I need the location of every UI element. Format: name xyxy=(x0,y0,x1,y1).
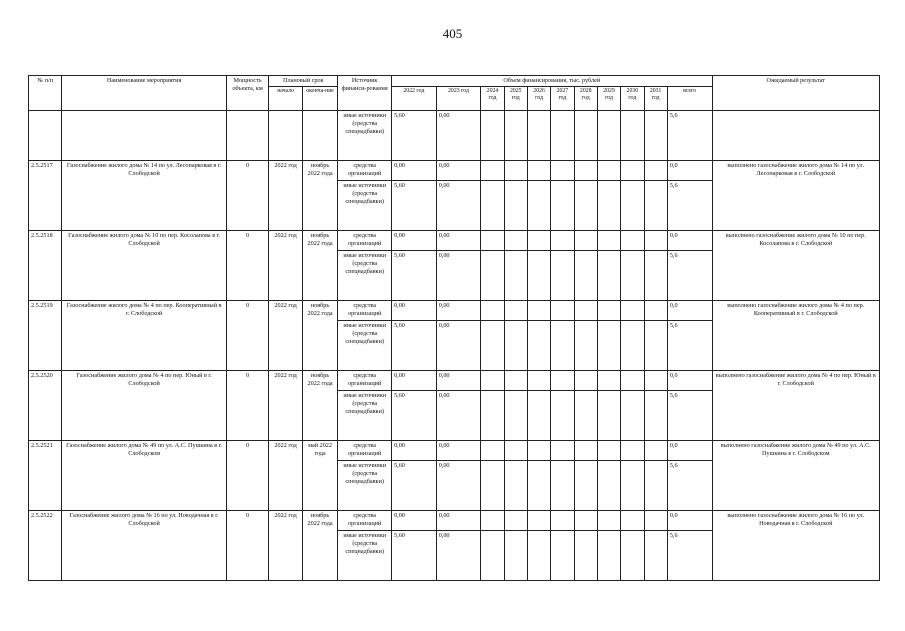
value-2022: 5,60 xyxy=(392,321,437,371)
value-2022: 0,00 xyxy=(392,301,437,321)
row-capacity: 0 xyxy=(226,231,269,301)
value-2022: 0,00 xyxy=(392,511,437,531)
header-name: Наименование мероприятия xyxy=(62,76,226,111)
page-number: 405 xyxy=(442,26,463,41)
source-cell: иные источники (средства спецнадбавки) xyxy=(338,321,392,371)
value-2022: 0,00 xyxy=(392,371,437,391)
value-2022: 5,60 xyxy=(392,391,437,441)
header-2027: 2027 год xyxy=(551,87,574,111)
value-2022: 5,60 xyxy=(392,251,437,301)
value-total: 0,0 xyxy=(667,161,712,181)
row-name: Газоснабжение жилого дома № 4 по пер. Кооперативный в г. Слободской xyxy=(62,301,226,371)
row-capacity: 0 xyxy=(226,371,269,441)
source-cell: иные источники (средства спецнадбавки) xyxy=(338,251,392,301)
header-2024: 2024 год xyxy=(481,87,504,111)
source-cell: средства организаций xyxy=(338,371,392,391)
value-total: 0,0 xyxy=(667,511,712,531)
header-plan-term: Плановый срок xyxy=(269,76,338,87)
row-name: Газоснабжение жилого дома № 4 по пер. Юный в г. Слободской xyxy=(62,371,226,441)
value-2023: 0,00 xyxy=(436,231,481,251)
row-code: 2.5.2522 xyxy=(29,511,62,581)
row-start: 2022 год xyxy=(269,371,302,441)
row-end: ноябрь 2022 года xyxy=(302,161,337,231)
row-code: 2.5.2517 xyxy=(29,161,62,231)
row-code: 2.5.2521 xyxy=(29,441,62,511)
row-end: май 2022 года xyxy=(302,441,337,511)
source-cell: средства организаций xyxy=(338,231,392,251)
row-start: 2022 год xyxy=(269,441,302,511)
table-row xyxy=(29,301,880,321)
row-start: 2022 год xyxy=(269,161,302,231)
row-result: выполнено газоснабжение жилого дома № 4 по пер. Кооперативный в г. Слободской xyxy=(712,301,879,371)
value-total: 5,6 xyxy=(667,391,712,441)
row-end: ноябрь 2022 года xyxy=(302,231,337,301)
header-2031: 2031 год xyxy=(644,87,667,111)
header-2023: 2023 год xyxy=(436,87,481,111)
value-total: 5,6 xyxy=(667,181,712,231)
row-end: ноябрь 2022 года xyxy=(302,301,337,371)
header-start: начало xyxy=(269,87,302,111)
row-end: ноябрь 2022 года xyxy=(302,371,337,441)
row-result: выполнено газоснабжение жилого дома № 4 по пер. Юный в г. Слободской xyxy=(712,371,879,441)
value-2023: 0,00 xyxy=(436,301,481,321)
row-result: выполнено газоснабжение жилого дома № 10 по пер. Косолапова в г. Слободской xyxy=(712,231,879,301)
value-2023: 0,00 xyxy=(436,161,481,181)
row-name: Газоснабжение жилого дома № 16 по ул. Новодачная в г. Слободской xyxy=(62,511,226,581)
header-num: № п/п xyxy=(29,76,62,111)
value-total: 5,6 xyxy=(667,321,712,371)
row-capacity: 0 xyxy=(226,511,269,581)
value-total: 0,0 xyxy=(667,371,712,391)
value-2023: 0,00 xyxy=(436,511,481,531)
table-row xyxy=(29,371,880,391)
value-2022: 0,00 xyxy=(392,231,437,251)
value-2022: 5,60 xyxy=(392,181,437,231)
row-result: выполнено газоснабжение жилого дома № 49 по ул. А.С. Пушкина в г. Слободском xyxy=(712,441,879,511)
value-2022: 0,00 xyxy=(392,161,437,181)
row-code: 2.5.2518 xyxy=(29,231,62,301)
value-total: 0,0 xyxy=(667,231,712,251)
value-2023: 0,00 xyxy=(436,531,481,581)
source-cell: иные источники (средства спецнадбавки) xyxy=(338,531,392,581)
table-row xyxy=(29,441,880,461)
header-2028: 2028 год xyxy=(574,87,597,111)
row-start: 2022 год xyxy=(269,231,302,301)
header-2026: 2026 год xyxy=(527,87,550,111)
source-cell: средства организаций xyxy=(338,161,392,181)
value-total: 0,0 xyxy=(667,441,712,461)
table-row xyxy=(29,231,880,251)
header-capacity: Мощность объекта, км xyxy=(226,76,269,111)
header-2030: 2030 год xyxy=(621,87,644,111)
value-2023: 0,00 xyxy=(436,251,481,301)
header-end: оконча-ние xyxy=(302,87,337,111)
header-volume: Объем финансирования, тыс. рублей xyxy=(392,76,712,87)
value-total: 5,6 xyxy=(667,251,712,301)
value-2022: 0,00 xyxy=(392,441,437,461)
header-total: всего xyxy=(667,87,712,111)
value-2022: 5,60 xyxy=(392,461,437,511)
value-2023: 0,00 xyxy=(436,181,481,231)
value-2023: 0,00 xyxy=(436,461,481,511)
table-row xyxy=(29,511,880,531)
row-name: Газоснабжение жилого дома № 49 по ул. А.С. Пушкина в г. Слободском xyxy=(62,441,226,511)
value-2022: 5,60 xyxy=(392,111,437,161)
row-capacity: 0 xyxy=(226,301,269,371)
row-result: выполнено газоснабжение жилого дома № 16 по ул. Новодачная в г. Слободской xyxy=(712,511,879,581)
row-result: выполнено газоснабжение жилого дома № 14 по ул. Лесопарковая в г. Слободской xyxy=(712,161,879,231)
row-start: 2022 год xyxy=(269,301,302,371)
row-name: Газоснабжение жилого дома № 14 по ул. Лесопарковая в г. Слободской xyxy=(62,161,226,231)
row-name: Газоснабжение жилого дома № 10 по пер. Косолапова в г. Слободской xyxy=(62,231,226,301)
value-total: 5,6 xyxy=(667,111,712,161)
row-start: 2022 год xyxy=(269,511,302,581)
header-2022: 2022 год xyxy=(392,87,437,111)
value-2023: 0,00 xyxy=(436,371,481,391)
value-2022: 5,60 xyxy=(392,531,437,581)
source-cell: средства организаций xyxy=(338,301,392,321)
header-2025: 2025 год xyxy=(504,87,527,111)
source-cell: средства организаций xyxy=(338,441,392,461)
source-cell: иные источники (средства спецнадбавки) xyxy=(338,181,392,231)
header-result: Ожидаемый результат xyxy=(712,76,879,111)
value-2023: 0,00 xyxy=(436,321,481,371)
value-total: 5,6 xyxy=(667,531,712,581)
table-row xyxy=(29,161,880,181)
value-2023: 0,00 xyxy=(436,391,481,441)
source-cell: иные источники (средства спецнадбавки) xyxy=(338,391,392,441)
table-row xyxy=(29,111,880,161)
value-2023: 0,00 xyxy=(436,111,481,161)
header-source: Источник финанси-рования xyxy=(338,76,392,111)
row-capacity: 0 xyxy=(226,161,269,231)
value-total: 5,6 xyxy=(667,461,712,511)
financing-table xyxy=(28,75,880,581)
row-capacity: 0 xyxy=(226,441,269,511)
header-2029: 2029 год xyxy=(597,87,620,111)
source-cell: иные источники (средства спецнадбавки) xyxy=(338,461,392,511)
row-end: ноябрь 2022 года xyxy=(302,511,337,581)
source-cell: средства организаций xyxy=(338,511,392,531)
row-code: 2.5.2519 xyxy=(29,301,62,371)
value-2023: 0,00 xyxy=(436,441,481,461)
value-total: 0,0 xyxy=(667,301,712,321)
row-code: 2.5.2520 xyxy=(29,371,62,441)
source-cell: иные источники (средства спецнадбавки) xyxy=(338,111,392,161)
